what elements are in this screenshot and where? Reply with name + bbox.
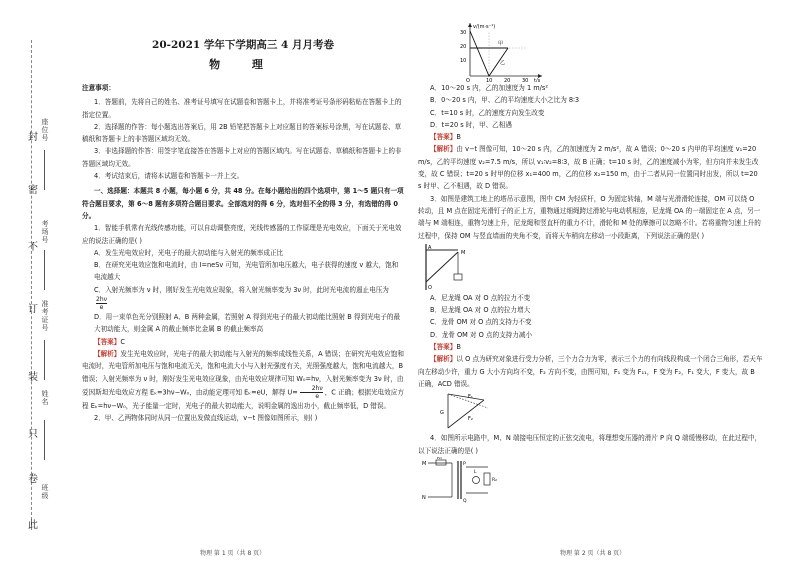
q3-analysis [418, 353, 763, 390]
admission-number-field: 准考证号 [41, 300, 49, 332]
exam-room-field: 考场号 [41, 220, 49, 244]
q3-crane-diagram [422, 242, 482, 292]
exam-title: 20-2021 学年下学期高三 4 月月考卷 [152, 39, 334, 51]
x-axis-label: t/s [534, 78, 541, 82]
q3-option-c: C．龙骨 OM 对 O 点的支持力不变 [430, 318, 532, 327]
analysis-tail: ，C 正确；根据光电效应方程 Eₖ=hν−W₀，光子能量一定时，光电子的最大初动能大，说明金属的逸出功小，截止频率低，D 错误。 [82, 388, 404, 410]
q1-option-c-fraction [96, 296, 107, 311]
strip-char: 此 [28, 520, 38, 531]
label-n: N [422, 494, 426, 501]
q3-stem: 3．如图是建筑工地上的塔吊示意图，图中 CM 为轻质杆，O 为固定转轴，M 端与光滑滑轮连接，OM 可以绕 O 转动，且 M 点在固定光滑钉子的正上方，重物通过细绳跨过滑轮与电动机相连，尼龙绳 OA 的一端固定在 A 点，另一端与 M 端相连，重物匀速上升，尼龙绳和竖直杆的重力不计，滑轮和 M 处的摩擦可以忽略不计。若将重物匀速上升的过程中，保持 OM 与竖直墙面的夹角不变，而将天车稍向左移动一小段距离，下列说法正确的是( ) [418, 194, 761, 240]
x-tick-label: 10 [486, 78, 493, 82]
q1-analysis [82, 348, 404, 412]
label-f1: F₁ [468, 394, 473, 401]
seat-number-field: 座位号 [41, 118, 49, 142]
q2-option-a: A．10～20 s 内，乙的加速度为 1 m/s² [430, 84, 548, 92]
label-f2: F₂ [468, 416, 473, 423]
x-tick-label: 30 [522, 78, 529, 82]
notice-item: 2．选择题的作答：每小题选出答案后，用 2B 铅笔把答题卡上对应题目的答案标号涂黑，写在试题卷、草稿纸和答题卡上的非答题区域均无效。 [82, 122, 402, 144]
answer-tag: 【答案】 [430, 343, 457, 352]
analysis-fraction [300, 385, 323, 400]
q1-stem: 1．智能手机常有光线传感功能，可以自动调整亮度，光线传感器的工作原理是光电效应，下面关于光电效应的说法正确的是( ) [82, 224, 402, 245]
q1-option-a: A．发生光电效应时，光电子的最大初动能与入射光的频率成正比 [94, 248, 284, 257]
boom-om [426, 252, 458, 282]
q3-option-a: A．尼龙绳 OA 对 O 点的拉力不变 [430, 293, 531, 302]
y-tick-label: 10 [460, 58, 467, 64]
label-r2: R₂ [492, 477, 497, 483]
q4-stem: 4．如图所示电路中，M、N 端接电压恒定的正弦交流电，将理想变压器的滑片 P 向 Q 端缓慢移动，在此过程中，以下说法正确的是( ) [418, 434, 762, 455]
analysis-text: 由 v−t 图像可知，10～20 s 内，乙的加速度为 2 m/s²，故 A 错误；0～20 s 内甲的平均速度 v₁=20 m/s，乙的平均速度 v₂=7.5 m/s，所以 v₁∶v₂=8∶3，故 B 正确；t=10 s 时，乙的速度减小为零，但方向并未发生改变，故 C 错误；t=20 s 时甲的位移 x₁=400 m，乙的位移 x₂=150 m，由于二者从同一位置同时出发，所以 t=20 s 时甲、乙不相遇，故 D 错误。 [418, 145, 759, 191]
section1-heading: 一、选择题：本题共 8 小题，每小题 6 分，共 48 分。在每小题给出的四个选项中，第 1～5 题只有一项符合题目要求，第 6～8 题有多项符合题目要求。全部选对的得 6 分，选对但不全的得 3 分，有选错的得 0 分。 [82, 187, 404, 220]
label-q: Q [463, 498, 467, 503]
strip-char: 装 [28, 372, 38, 383]
lamp-l [473, 476, 480, 483]
fraction-numerator: 2hν [96, 296, 107, 304]
right-column [418, 20, 763, 503]
analysis-tag: 【解析】 [430, 355, 457, 364]
q1-option-b: B．在研究光电效应饱和电流时，由 I=neSv 可知，光电管所加电压越大，电子获得的速度 v 越大，饱和电流越大 [94, 261, 399, 282]
series-label-yi: 乙 [500, 60, 506, 66]
label-r1: R₁ [437, 456, 442, 461]
resistor-r2 [484, 473, 490, 485]
q3-answer [418, 341, 763, 353]
force-line [448, 400, 484, 428]
label-m: M [461, 249, 466, 256]
analysis-text: 发生光电效应时，光电子的最大初动能与入射光的频率成线性关系，A 错误；在研究光电效应饱和电流时，光电管所加电压与饱和电流无关，饱和电流大小与入射光强度有关，光照强度越大，饱和电流越大，B 错误；入射光频率为 ν 时，刚好发生光电效应现象，由光电效应规律可知 W₀=hν，入射光频率变为 3ν 时，由爱因斯坦光电效应方程 Eₖ=3hν−W₀，由动能定理可知 Eₖ=eU，解得 U= [82, 349, 404, 397]
answer-tag: 【答案】 [94, 337, 121, 346]
strip-char: 卷 [28, 474, 38, 485]
q2-option-c: C．t=10 s 时，乙的速度方向发生改变 [430, 108, 545, 117]
label-m: M [422, 460, 427, 467]
y-tick-label: 20 [460, 44, 467, 50]
q1-option-d: D．用一束单色光分别照射 A、B 两种金属，若照射 A 得到光电子的最大初动能比照射 B 得到光电子的最大初动能大，则金属 A 的截止频率比金属 B 的截止频率高 [94, 313, 401, 334]
strip-char: 只 [28, 429, 38, 440]
origin-label: O [466, 78, 470, 82]
fraction-denominator: e [315, 392, 320, 400]
class-field: 班级 [41, 484, 49, 500]
strip-char: 密 [28, 185, 38, 196]
answer-value: C [120, 337, 125, 346]
notice-item: 3．非选择题的作答：用签字笔直接答在答题卡上对应的答题区域内。写在试题卷、草稿纸和答题卡上的非答题区域均无效。 [82, 147, 402, 168]
field-blank-line [44, 420, 45, 460]
name-field: 姓名 [41, 390, 49, 406]
q2-answer [418, 131, 763, 143]
field-blank-line [44, 250, 45, 290]
footer-right: 物理 第 2 页（共 8 页） [560, 550, 626, 557]
q2-analysis [418, 143, 763, 192]
series-label-jia: 甲 [498, 41, 504, 47]
q1-answer [82, 336, 404, 348]
label-o: O [428, 284, 432, 291]
exam-subject: 物 理 [209, 58, 277, 71]
y-tick-label: 30 [460, 30, 467, 36]
fraction-denominator: e [99, 304, 104, 312]
weight-block [454, 274, 462, 280]
strip-char: 不 [28, 242, 38, 253]
notice-heading: 注意事项： [82, 84, 115, 92]
q1-option-c-text: C．入射光频率为 ν 时，刚好发生光电效应现象，将入射光频率变为 3ν 时，此时光电流的遏止电压为 [94, 285, 389, 294]
answer-value: B [456, 343, 461, 352]
y-axis-label: v/(m·s⁻¹) [473, 24, 496, 30]
answer-tag: 【答案】 [430, 133, 457, 142]
label-p: P [463, 461, 466, 467]
notice-item: 4．考试结束后，请将本试题卷和答题卡一并上交。 [94, 172, 244, 181]
answer-value: B [456, 133, 461, 142]
label-a: A [428, 244, 432, 251]
analysis-tag: 【解析】 [430, 145, 457, 154]
force-line [448, 394, 484, 400]
q2-stem: 2．甲、乙两物体同时从同一位置出发做直线运动，v−t 图像如图所示，则( ) [94, 414, 318, 423]
analysis-text: 以 O 点为研究对象进行受力分析，三个力合力为零，表示三个力的有向线段构成一个闭合三角形，若天车向左移动少许，重力 G 大小方向均不变，F₂ 方向不变，由图可知，F₁ 变为 F₁₁，F 变为 F₂，F₁ 变大，F 变大，故 B 正确，ACD 错误。 [418, 355, 763, 388]
label-l: L [474, 469, 477, 475]
strip-char: 封 [28, 132, 38, 143]
q2-option-d: D．t=20 s 时，甲、乙相遇 [430, 120, 512, 129]
label-g: G [440, 410, 444, 417]
q3-force-diagram [438, 390, 492, 432]
q2-option-b: B．0～20 s 内，甲、乙的平均速度大小之比为 8∶3 [430, 96, 580, 105]
notice-item: 1．答题前，先将自己的姓名、准考证号填写在试题卷和答题卡上，并将准考证号条形码粘贴在答题卡上的指定位置。 [82, 98, 402, 119]
left-column [82, 38, 404, 424]
q2-vt-graph [456, 20, 546, 82]
x-tick-label: 20 [504, 78, 511, 82]
q3-option-b: B．尼龙绳 OA 对 O 点的拉力增大 [430, 306, 531, 315]
field-blank-line [44, 150, 45, 190]
field-blank-line [44, 340, 45, 380]
binding-strip [26, 38, 66, 538]
analysis-tag: 【解析】 [94, 349, 121, 358]
q3-option-d: D．龙骨 OM 对 O 点的支持力减小 [430, 330, 533, 339]
q1-option-c [82, 284, 404, 311]
q4-circuit-diagram [422, 457, 502, 503]
fraction-numerator: 2hν [300, 385, 323, 393]
y-axis-arrow [468, 23, 472, 27]
strip-char: 订 [28, 304, 38, 315]
footer-left: 物理 第 1 页（共 8 页） [200, 550, 266, 557]
